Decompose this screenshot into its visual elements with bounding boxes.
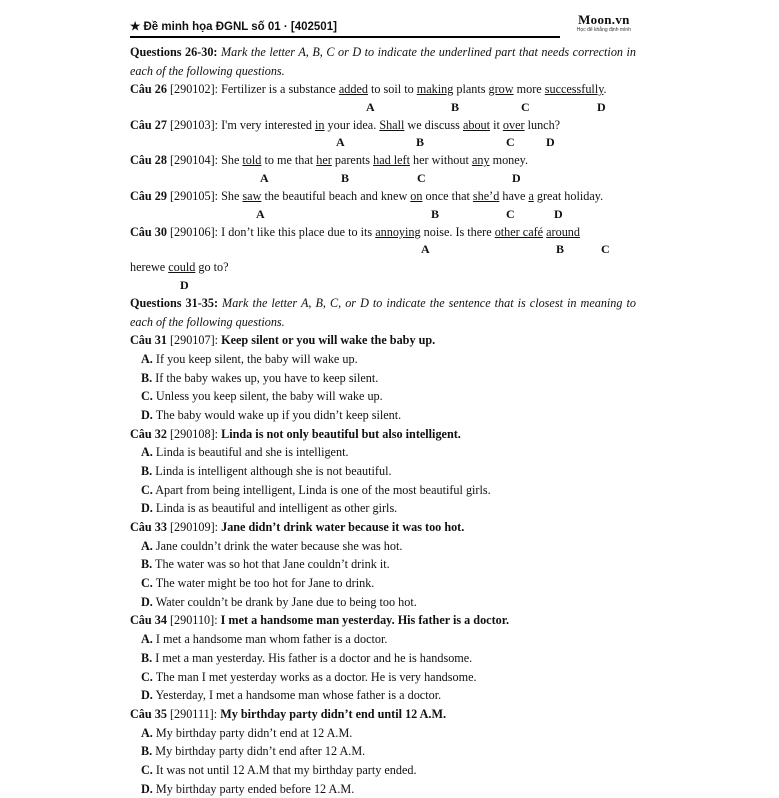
question-stem: Keep silent or you will wake the baby up. xyxy=(221,333,436,348)
section-instruction xyxy=(130,294,636,331)
letter-a: A xyxy=(336,135,345,150)
underlined-b: her xyxy=(316,153,332,168)
underlined-c: about xyxy=(462,117,491,132)
option-d[interactable] xyxy=(130,593,636,612)
text: lunch? xyxy=(527,117,561,132)
option-a[interactable] xyxy=(130,630,636,649)
option-d[interactable] xyxy=(130,780,636,798)
letter-c: C xyxy=(506,135,515,150)
letter-a: A xyxy=(421,242,430,257)
text: I'm very interested xyxy=(221,117,312,132)
underlined-b: making xyxy=(416,82,454,96)
letter-d: D xyxy=(597,99,606,114)
question-stem: Linda is not only beautiful but also intelligent. xyxy=(221,426,461,441)
text: we discuss xyxy=(407,117,460,132)
letter-b: B xyxy=(431,206,440,221)
question-31 xyxy=(130,331,636,350)
option-c[interactable] xyxy=(130,387,636,406)
instruction-text: Mark the letter A, B, C, or D to indicate the sentence that is closest in meaning to each of the following questions. xyxy=(130,296,637,329)
option-d[interactable] xyxy=(130,406,636,425)
answer-letters xyxy=(130,170,636,187)
question-label: Câu 34 xyxy=(130,613,167,628)
underlined-a: in xyxy=(315,117,325,132)
question-29 xyxy=(130,187,636,206)
option-letter: D. xyxy=(141,594,153,609)
letter-a: A xyxy=(366,99,375,114)
section-heading: Questions 31-35: xyxy=(130,296,218,311)
option-text: My birthday party didn’t end at 12 A.M. xyxy=(155,725,353,740)
exam-content xyxy=(130,43,636,798)
question-32 xyxy=(130,425,636,444)
instruction-text: Mark the letter A, B, C or D to indicate the underlined part that needs correction in each of the following questions. xyxy=(130,45,636,78)
option-letter: C. xyxy=(141,576,153,591)
letter-c: C xyxy=(601,242,610,257)
question-28 xyxy=(130,151,636,170)
underlined-c: grow xyxy=(488,82,514,96)
question-label: Câu 30 xyxy=(130,224,167,239)
text: She xyxy=(221,189,240,204)
option-text: If the baby wakes up, you have to keep silent. xyxy=(155,370,379,385)
option-a[interactable] xyxy=(130,443,636,462)
question-code: [290103]: xyxy=(169,117,219,132)
text: to soil to xyxy=(371,82,414,96)
option-letter: B. xyxy=(141,744,153,759)
text: once that xyxy=(425,189,470,204)
text: She xyxy=(221,153,240,168)
option-letter: B. xyxy=(141,650,153,665)
letter-a: A xyxy=(260,171,269,186)
text: . xyxy=(603,82,607,96)
text: Fertilizer is a substance xyxy=(221,82,336,96)
underlined-d: any xyxy=(471,153,490,168)
option-b[interactable] xyxy=(130,649,636,668)
option-c[interactable] xyxy=(130,761,636,780)
text: go to? xyxy=(198,260,229,275)
option-text: Linda is beautiful and she is intelligent. xyxy=(155,445,349,460)
question-label: Câu 27 xyxy=(130,117,167,132)
option-text: Linda is as beautiful and intelligent as other girls. xyxy=(155,501,398,516)
question-code: [290108]: xyxy=(169,426,219,441)
option-c[interactable] xyxy=(130,668,636,687)
text: more xyxy=(516,82,542,96)
answer-letters xyxy=(130,277,636,294)
question-33 xyxy=(130,518,636,537)
underlined-d: over xyxy=(502,117,525,132)
option-text: The man I met yesterday works as a doctor. He is very handsome. xyxy=(155,669,477,684)
text: plants xyxy=(456,82,486,96)
option-text: Yesterday, I met a handsome man whose father is a doctor. xyxy=(155,688,442,703)
text: noise. Is there xyxy=(423,224,492,239)
underlined-b: on xyxy=(410,189,423,204)
option-letter: A. xyxy=(141,445,153,460)
question-label: Câu 26 xyxy=(130,82,167,96)
option-b[interactable] xyxy=(130,555,636,574)
option-b[interactable] xyxy=(130,462,636,481)
text: parents xyxy=(334,153,371,168)
exam-title: ★ Đề minh họa ĐGNL số 01 · [402501] xyxy=(130,21,337,33)
option-letter: A. xyxy=(141,725,153,740)
question-35 xyxy=(130,705,636,724)
text: her without xyxy=(413,153,469,168)
option-text: Unless you keep silent, the baby will wake up. xyxy=(155,389,383,404)
question-27 xyxy=(130,116,636,135)
option-letter: D. xyxy=(141,407,153,422)
underlined-c: had left xyxy=(373,153,410,168)
option-text: Apart from being intelligent, Linda is one of the most beautiful girls. xyxy=(155,482,491,497)
option-text: I met a handsome man whom father is a doctor. xyxy=(155,632,388,647)
question-label: Câu 29 xyxy=(130,189,167,204)
option-d[interactable] xyxy=(130,499,636,518)
option-text: Linda is intelligent although she is not beautiful. xyxy=(155,463,392,478)
question-code: [290109]: xyxy=(169,520,219,534)
answer-letters xyxy=(130,206,636,223)
underlined-d: could xyxy=(168,260,196,275)
underlined-a: saw xyxy=(242,189,262,204)
option-letter: C. xyxy=(141,389,153,404)
answer-letters xyxy=(130,99,636,116)
option-text: I met a man yesterday. His father is a doctor and he is handsome. xyxy=(155,650,473,665)
text: I don’t like this place due to its xyxy=(221,224,373,239)
question-label: Câu 31 xyxy=(130,333,167,348)
option-letter: D. xyxy=(141,688,153,703)
option-letter: A. xyxy=(141,538,153,553)
option-text: My birthday party ended before 12 A.M. xyxy=(155,781,355,796)
underlined-a: annoying xyxy=(375,224,421,239)
letter-b: B xyxy=(416,135,425,150)
text: money. xyxy=(492,153,529,168)
option-letter: A. xyxy=(141,632,153,647)
letter-b: B xyxy=(341,171,350,186)
header-divider xyxy=(130,36,560,38)
option-letter: C. xyxy=(141,669,153,684)
option-letter: B. xyxy=(141,557,153,572)
option-c[interactable] xyxy=(130,574,636,593)
brand-logo xyxy=(577,12,631,33)
option-d[interactable] xyxy=(130,686,636,705)
question-stem: Jane didn’t drink water because it was too hot. xyxy=(221,520,465,534)
letter-d: D xyxy=(512,171,521,186)
letter-d: D xyxy=(554,206,563,221)
option-text: The baby would wake up if you didn’t keep silent. xyxy=(155,407,402,422)
page-header xyxy=(130,10,635,38)
option-b[interactable] xyxy=(130,742,636,761)
underlined-c: she’d xyxy=(472,189,500,204)
option-text: The water was so hot that Jane couldn’t drink it. xyxy=(155,557,390,572)
question-30 xyxy=(130,223,636,242)
question-code: [290105]: xyxy=(169,189,219,204)
question-stem: My birthday party didn’t end until 12 A.M. xyxy=(220,706,447,721)
question-code: [290111]: xyxy=(169,706,218,721)
option-a[interactable] xyxy=(130,724,636,743)
option-c[interactable] xyxy=(130,481,636,500)
underlined-d: a xyxy=(528,189,534,204)
question-code: [290107]: xyxy=(169,333,219,348)
underlined-d: successfully xyxy=(544,82,604,96)
text: your idea. xyxy=(327,117,377,132)
option-text: Water couldn’t be drank by Jane due to being too hot. xyxy=(155,594,417,609)
option-letter: D. xyxy=(141,781,153,796)
option-text: My birthday party didn’t end after 12 A.M. xyxy=(155,744,366,759)
answer-letters xyxy=(130,241,636,258)
letter-a: A xyxy=(256,206,265,221)
underlined-a: added xyxy=(338,82,368,96)
option-letter: A. xyxy=(141,351,153,366)
underlined-b: Shall xyxy=(379,117,405,132)
option-text: Jane couldn’t drink the water because she was hot. xyxy=(155,538,403,553)
text: the beautiful beach and knew xyxy=(264,189,408,204)
text: have xyxy=(502,189,526,204)
letter-c: C xyxy=(417,171,426,186)
question-34 xyxy=(130,611,636,630)
letter-b: B xyxy=(556,242,565,257)
option-letter: C. xyxy=(141,482,153,497)
option-letter: C. xyxy=(141,762,153,777)
option-a[interactable] xyxy=(130,350,636,369)
option-b[interactable] xyxy=(130,369,636,388)
underlined-c: around xyxy=(546,224,580,239)
text: to me that xyxy=(264,153,314,168)
text: great holiday. xyxy=(536,189,604,204)
option-a[interactable] xyxy=(130,537,636,556)
logo-name: Moon.vn xyxy=(578,12,630,27)
question-stem: I met a handsome man yesterday. His father is a doctor. xyxy=(220,613,510,628)
text: it xyxy=(493,117,500,132)
letter-b: B xyxy=(451,99,460,114)
question-code: [290106]: xyxy=(169,224,219,239)
option-letter: B. xyxy=(141,370,153,385)
question-label: Câu 35 xyxy=(130,706,167,721)
question-label: Câu 28 xyxy=(130,153,167,168)
question-code: [290110]: xyxy=(169,613,218,628)
question-code: [290102]: xyxy=(169,82,219,96)
underlined-a: told xyxy=(242,153,262,168)
letter-c: C xyxy=(521,99,530,114)
option-text: It was not until 12 A.M that my birthday party ended. xyxy=(155,762,417,777)
underlined-b: other café xyxy=(494,224,544,239)
question-label: Câu 32 xyxy=(130,426,167,441)
option-letter: B. xyxy=(141,463,153,478)
logo-tagline: Học để khẳng định mình xyxy=(576,27,631,33)
option-text: If you keep silent, the baby will wake up. xyxy=(155,351,358,366)
option-letter: D. xyxy=(141,501,153,516)
letter-d: D xyxy=(180,278,189,293)
question-26 xyxy=(130,80,636,99)
letter-d: D xyxy=(546,135,555,150)
question-30-continued xyxy=(130,258,636,277)
section-instruction xyxy=(130,43,636,80)
answer-letters xyxy=(130,134,636,151)
letter-c: C xyxy=(506,206,515,221)
text: herewe xyxy=(130,260,166,275)
section-heading: Questions 26-30: xyxy=(130,45,218,59)
question-code: [290104]: xyxy=(169,153,219,168)
question-label: Câu 33 xyxy=(130,520,167,534)
option-text: The water might be too hot for Jane to drink. xyxy=(155,576,375,591)
